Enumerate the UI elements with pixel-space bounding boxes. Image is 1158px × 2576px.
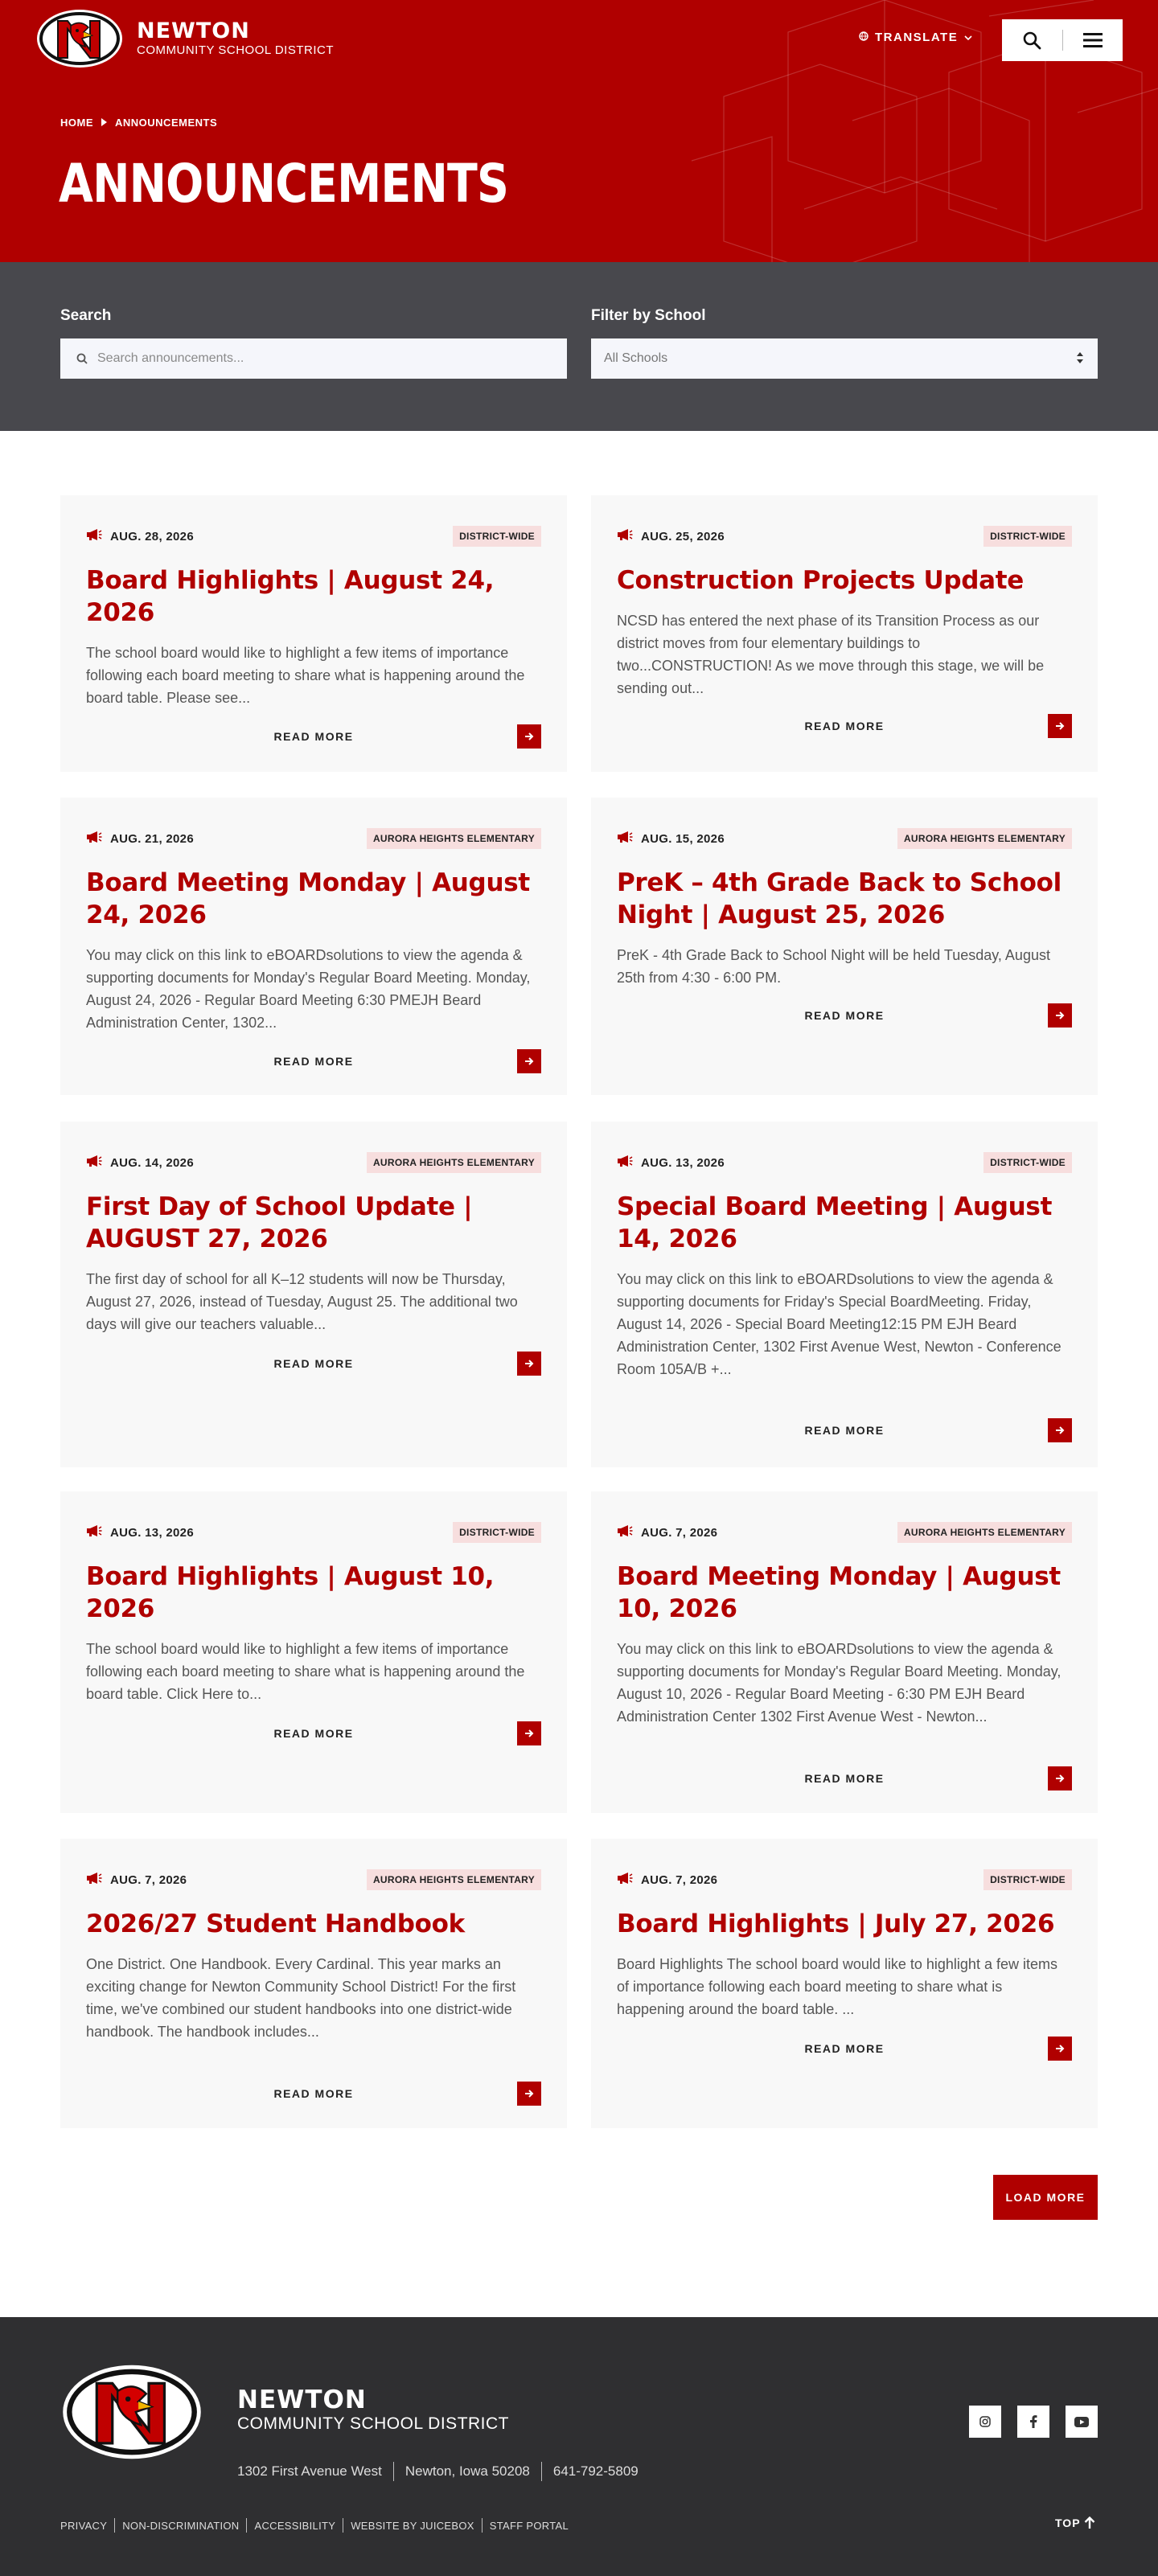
filter-bar [0, 262, 1158, 431]
brand-name: NEWTON [137, 18, 250, 43]
brand-subtitle: COMMUNITY SCHOOL DISTRICT [137, 43, 335, 57]
site-logo[interactable] [35, 8, 334, 69]
card-title[interactable]: Board Highlights | August 24, 2026 [86, 566, 495, 627]
card-title[interactable]: Board Highlights | August 10, 2026 [86, 1562, 495, 1623]
announcement-card [591, 798, 1098, 1095]
card-date: AUG. 7, 2026 [641, 1525, 718, 1540]
read-more-link[interactable] [86, 1721, 541, 1745]
back-to-top-label: TOP [1055, 2517, 1081, 2529]
card-date: AUG. 21, 2026 [110, 831, 194, 846]
footer-city: Newton, Iowa 50208 [404, 2463, 530, 2479]
breadcrumb-home[interactable]: HOME [60, 117, 93, 129]
card-badge: AURORA HEIGHTS ELEMENTARY [897, 1522, 1072, 1543]
arrow-right-icon[interactable] [1048, 1766, 1072, 1790]
footer-contact [237, 2462, 639, 2481]
page-title: ANNOUNCEMENTS [59, 153, 509, 215]
card-excerpt: You may click on this link to eBOARDsolutions to view the agenda & supporting documents for Friday's Special BoardMeeting. Friday, August 14, 2026 - Special Board Meeting12:15 PM EJH Beard Administration Center, 1302 First Avenue West, Newton - Conference Room 105A/B +... [617, 1271, 1062, 1377]
arrow-up-icon [1084, 2517, 1095, 2529]
search-input[interactable] [97, 351, 548, 366]
read-more-link[interactable] [86, 724, 541, 749]
card-title[interactable]: Special Board Meeting | August 14, 2026 [617, 1192, 1053, 1253]
select-arrows-icon [1077, 351, 1083, 366]
footer-brand [237, 2386, 509, 2434]
facebook-icon [1029, 2415, 1037, 2428]
announcement-card [60, 798, 567, 1095]
footer-link-non-discrimination[interactable]: NON-DISCRIMINATION [122, 2519, 240, 2532]
card-date: AUG. 14, 2026 [110, 1155, 194, 1170]
cardinal-logo-icon[interactable] [60, 2362, 203, 2462]
footer-brand-subtitle: COMMUNITY SCHOOL DISTRICT [237, 2414, 510, 2433]
footer-link-privacy[interactable]: PRIVACY [60, 2519, 108, 2532]
card-badge: AURORA HEIGHTS ELEMENTARY [367, 828, 541, 849]
link-divider [246, 2518, 247, 2533]
megaphone-icon [86, 1524, 102, 1540]
read-more-link[interactable] [617, 1003, 1072, 1028]
footer-links [60, 2518, 569, 2533]
youtube-icon [1074, 2417, 1089, 2427]
announcement-card [591, 1122, 1098, 1467]
arrow-right-icon[interactable] [1048, 2037, 1072, 2061]
megaphone-icon [617, 1872, 633, 1888]
read-more-link[interactable] [617, 1418, 1072, 1442]
read-more-link[interactable] [86, 1352, 541, 1376]
card-title[interactable]: Board Highlights | July 27, 2026 [617, 1909, 1055, 1938]
footer-link-accessibility[interactable]: ACCESSIBILITY [254, 2519, 336, 2532]
card-excerpt: PreK - 4th Grade Back to School Night will be held Tuesday, August 25th from 4:30 - 6:00 PM. [617, 947, 1050, 986]
card-date: AUG. 7, 2026 [641, 1873, 718, 1887]
translate-label: TRANSLATE [875, 31, 959, 44]
site-footer [0, 2317, 1158, 2576]
read-more-label: READ MORE [804, 1009, 885, 1022]
card-badge: AURORA HEIGHTS ELEMENTARY [367, 1869, 541, 1890]
search-icon [76, 353, 88, 364]
read-more-label: READ MORE [804, 2042, 885, 2055]
card-excerpt: You may click on this link to eBOARDsolutions to view the agenda & supporting documents for Monday's Regular Board Meeting. Monday, August 10, 2026 - Regular Board Meeting - 6:30 PM EJH Beard Administration Center 1302 First Avenue West - Newton... [617, 1641, 1062, 1725]
school-filter-label: Filter by School [591, 307, 706, 324]
footer-link-staff-portal[interactable]: STAFF PORTAL [489, 2519, 569, 2532]
megaphone-icon [86, 528, 102, 544]
arrow-right-icon[interactable] [517, 1049, 541, 1073]
card-badge: DISTRICT-WIDE [983, 1152, 1072, 1173]
contact-divider [393, 2462, 394, 2481]
megaphone-icon [617, 528, 633, 544]
footer-phone[interactable]: 641-792-5809 [552, 2463, 639, 2479]
arrow-right-icon[interactable] [1048, 1418, 1072, 1442]
back-to-top-link[interactable] [1055, 2517, 1095, 2529]
card-title[interactable]: Board Meeting Monday | August 24, 2026 [86, 868, 530, 929]
facebook-link[interactable] [1017, 2406, 1049, 2438]
card-badge: DISTRICT-WIDE [983, 526, 1072, 547]
school-filter-value: All Schools [604, 351, 668, 365]
read-more-label: READ MORE [273, 730, 354, 743]
instagram-link[interactable] [969, 2406, 1001, 2438]
arrow-right-icon[interactable] [517, 2082, 541, 2106]
megaphone-icon [617, 831, 633, 847]
announcement-card [591, 1491, 1098, 1813]
header-actions [1002, 19, 1123, 61]
announcement-card [591, 495, 1098, 772]
card-excerpt: The school board would like to highlight a few items of importance following each board meeting to share what is happening around the board table. Click Here to... [86, 1641, 525, 1702]
link-divider [114, 2518, 115, 2533]
contact-divider [541, 2462, 542, 2481]
globe-icon [859, 31, 868, 44]
arrow-right-icon[interactable] [517, 724, 541, 749]
read-more-label: READ MORE [804, 1772, 885, 1785]
arrow-right-icon[interactable] [1048, 714, 1072, 738]
arrow-right-icon[interactable] [1048, 1003, 1072, 1028]
announcement-card [60, 1122, 567, 1467]
card-excerpt: You may click on this link to eBOARDsolutions to view the agenda & supporting documents for Monday's Regular Board Meeting. Monday, August 24, 2026 - Regular Board Meeting 6:30 PMEJH Beard Administration Center, 1302... [86, 947, 531, 1031]
megaphone-icon [617, 1155, 633, 1171]
megaphone-icon [86, 831, 102, 847]
card-badge: DISTRICT-WIDE [453, 526, 541, 547]
card-title[interactable]: First Day of School Update | AUGUST 27, 2026 [86, 1192, 473, 1253]
cardinal-logo-icon [35, 8, 124, 69]
megaphone-icon [86, 1155, 102, 1171]
read-more-label: READ MORE [273, 2087, 354, 2100]
youtube-link[interactable] [1066, 2406, 1098, 2438]
megaphone-icon [86, 1872, 102, 1888]
card-badge: AURORA HEIGHTS ELEMENTARY [367, 1152, 541, 1173]
announcement-card [60, 1839, 567, 2128]
card-title[interactable]: Board Meeting Monday | August 10, 2026 [617, 1562, 1061, 1623]
card-badge: DISTRICT-WIDE [983, 1869, 1072, 1890]
chevron-right-icon [101, 117, 107, 129]
card-badge: DISTRICT-WIDE [453, 1522, 541, 1543]
card-date: AUG. 7, 2026 [110, 1873, 187, 1887]
card-date: AUG. 15, 2026 [641, 831, 725, 846]
card-excerpt: Board Highlights The school board would like to highlight a few items of importance following each board meeting to share what is happening around the board table. ... [617, 1956, 1057, 2017]
read-more-link[interactable] [617, 2037, 1072, 2061]
read-more-label: READ MORE [804, 1424, 885, 1437]
school-filter-select[interactable] [591, 338, 1098, 379]
social-links [969, 2406, 1098, 2438]
search-icon [1022, 31, 1041, 50]
load-more-button[interactable]: LOAD MORE [993, 2175, 1098, 2220]
site-header [0, 0, 1158, 262]
breadcrumb [60, 117, 217, 129]
read-more-link[interactable] [86, 2082, 541, 2106]
read-more-link[interactable] [86, 1049, 541, 1073]
read-more-label: READ MORE [273, 1357, 354, 1370]
announcement-card [60, 1491, 567, 1813]
read-more-link[interactable] [617, 714, 1072, 738]
hamburger-icon [1083, 32, 1103, 48]
card-date: AUG. 13, 2026 [110, 1525, 194, 1540]
card-excerpt: NCSD has entered the next phase of its Transition Process as our district moves from four elementary buildings to two...CONSTRUCTION! As we move through this stage, we will be sending out... [617, 613, 1045, 696]
card-excerpt: The school board would like to highlight a few items of importance following each board meeting to share what is happening around the board table. Please see... [86, 645, 525, 706]
breadcrumb-current: ANNOUNCEMENTS [115, 117, 218, 129]
search-button[interactable] [1002, 19, 1062, 61]
card-title[interactable]: Construction Projects Update [617, 566, 1025, 595]
footer-address: 1302 First Avenue West [237, 2463, 382, 2479]
card-date: AUG. 28, 2026 [110, 529, 194, 544]
menu-button[interactable] [1063, 19, 1123, 61]
read-more-label: READ MORE [273, 1727, 354, 1740]
read-more-label: READ MORE [804, 720, 885, 732]
read-more-label: READ MORE [273, 1055, 354, 1068]
instagram-icon [979, 2416, 991, 2427]
read-more-link[interactable] [617, 1766, 1072, 1790]
card-title[interactable]: 2026/27 Student Handbook [86, 1909, 465, 1938]
arrow-right-icon[interactable] [517, 1352, 541, 1376]
arrow-right-icon[interactable] [517, 1721, 541, 1745]
card-excerpt: One District. One Handbook. Every Cardinal. This year marks an exciting change for Newton Community School District! For the first time, we've combined our student handbooks into one district-wide handbook. The handbook includes... [86, 1956, 516, 2040]
announcement-card [60, 495, 567, 772]
search-field [60, 338, 567, 379]
chevron-down-icon [964, 31, 972, 44]
megaphone-icon [617, 1524, 633, 1540]
footer-brand-name: NEWTON [237, 2385, 367, 2414]
search-label: Search [60, 307, 112, 324]
translate-dropdown[interactable] [859, 31, 972, 44]
footer-link-juicebox[interactable]: WEBSITE BY JUICEBOX [351, 2519, 474, 2532]
card-title[interactable]: PreK – 4th Grade Back to School Night | August 25, 2026 [617, 868, 1062, 929]
card-date: AUG. 25, 2026 [641, 529, 725, 544]
announcement-card [591, 1839, 1098, 2128]
card-excerpt: The first day of school for all K–12 students will now be Thursday, August 27, 2026, instead of Tuesday, August 25. The additional two days will give our teachers valuable... [86, 1271, 518, 1332]
card-badge: AURORA HEIGHTS ELEMENTARY [897, 828, 1072, 849]
card-date: AUG. 13, 2026 [641, 1155, 725, 1170]
